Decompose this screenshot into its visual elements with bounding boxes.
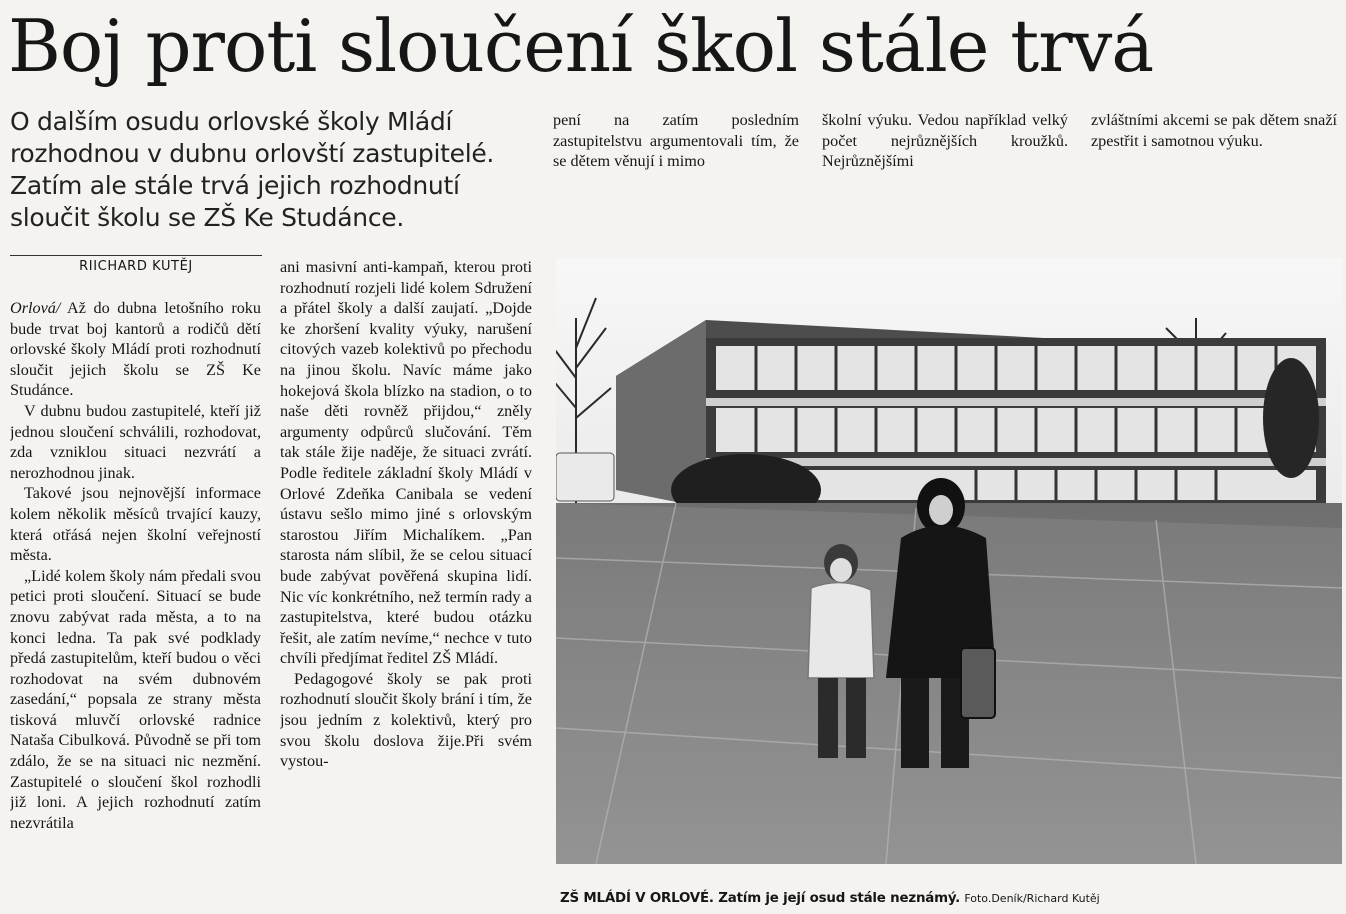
headline: Boj proti sloučení škol stále trvá: [8, 4, 1154, 88]
column1-paragraph-3: Takové jsou nejnovější informace kolem několik měsíců trvající kauzy, která otřásá nejen školní veřejností města.: [10, 484, 261, 565]
column2-paragraph-1: ani masivní anti-kampaň, kterou proti rozhodnutí rozjeli lidé kolem Sdružení a přátel školy a další zaujatí. „Dojde ke zhoršení kvality výuky, narušení citových vazeb kolektivů po přechodu na jinou školu. Navíc máme jako hokejová škola blízko na stadion, o to naše děti rovněž přijdou,“ zněly argumenty odpůrců slučování. Těm tak stále žije naděje, že situaci zvrátí. Podle ředitele základní školy Mládí v Orlové Zdeňka Canibala se vedení ústavu sešlo mimo jiné s orlovským starostou Jiřím Michalíkem. „Pan starosta nám slíbil, že se celou situací bude zabývat pověřená skupina lidí. Nic víc konkrétního, než termín rady a zastupitelstva, které budou otázku řešit, ale zatím nevíme,“ nechce v tuto chvíli předjímat ředitel ZŠ Mládí.: [280, 258, 532, 668]
article-column-3: pení na zatím posledním zastupitelstvu argumentovali tím, že se dětem věnují i mimo: [553, 111, 799, 171]
article-column-2: [280, 257, 532, 910]
article-column-5: zvláštními akcemi se pak dětem snaží zpestřit i samotnou výuku.: [1091, 111, 1337, 150]
byline: RIICHARD KUTĚJ: [79, 259, 193, 274]
caption-title: ZŠ MLÁDÍ V ORLOVÉ. Zatím je její osud stále neznámý.: [560, 891, 961, 906]
column1-paragraph-2: V dubnu budou zastupitelé, kteří již jednou sloučení schválili, rozhodovat, zda vzniklou situaci nezvrátí a nerozhodnou jinak.: [10, 401, 261, 482]
article-column-1: [10, 298, 261, 910]
article-column-4: školní výuku. Vedou například velký počet nejrůznějších kroužků. Nejrůznějšími: [822, 111, 1068, 171]
column1-paragraph-1: Orlová/ Až do dubna letošního roku bude trvat boj kantorů a rodičů dětí orlovské školy Mládí proti rozhodnutí sloučit jejich školu se ZŠ Ke Studánce.: [10, 299, 261, 400]
column2-paragraph-2: Pedagogové školy se pak proti rozhodnutí sloučit školy brání i tím, že jsou jedním z kolektivů, který pro svou školu doslova žije.Při svém vystou-: [280, 669, 532, 771]
byline-rule: [10, 255, 262, 256]
column1-paragraph-4: „Lidé kolem školy nám předali svou petici proti sloučení. Situací se bude znovu zabývat rada města, a to na konci ledna. Ta pak své podklady předá zastupitelům, kteří budou o věci rozhodovat na svém dubnovém zasedání,“ popsala ze strany města tisková mluvčí orlovské radnice Nataša Cibulková. Původně se při tom zdálo, že se na situaci nic nezmění. Zastupitelé o sloučení škol rozhodli již loni. A jejich rozhodnutí zatím nezvrátila: [10, 566, 261, 832]
photo-caption: [560, 889, 1340, 909]
dateline-place: Orlová/: [10, 299, 61, 317]
school-photo: [556, 258, 1342, 864]
photo-credit: Foto.Deník/Richard Kutěj: [964, 892, 1100, 905]
lead-paragraph: O dalším osudu orlovské školy Mládí rozhodnou v dubnu orlovští zastupitelé. Zatím ale stále trvá jejich rozhodnutí sloučit školu se ZŠ Ke Studánce.: [10, 107, 495, 232]
school-photo-illustration: [556, 258, 1342, 864]
